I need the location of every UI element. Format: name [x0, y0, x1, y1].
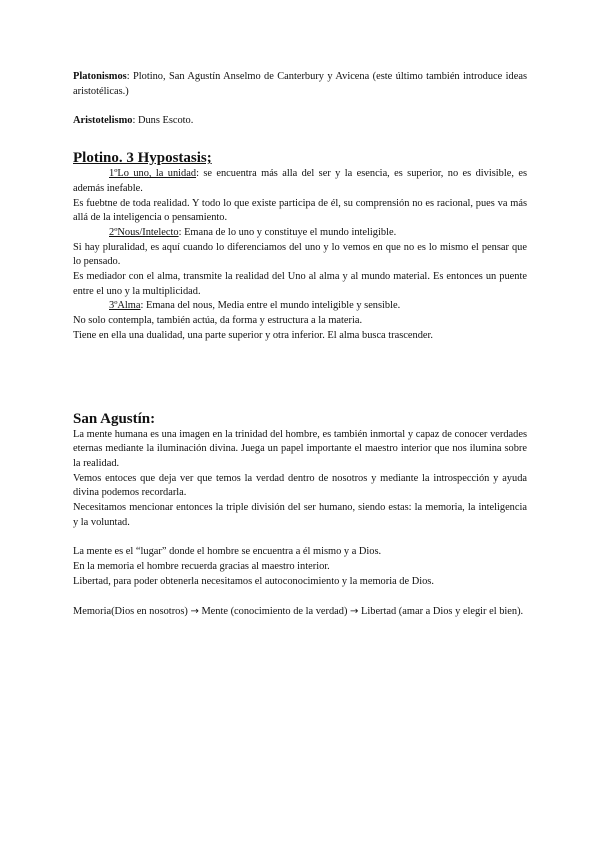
aristotelismo-paragraph: [73, 114, 527, 129]
arrow-right-icon: →: [350, 605, 359, 617]
platonismos-text: : Plotino, San Agustín Anselmo de Canterbury y Avicena (este último también introduce ideas aristotélicas.): [73, 71, 527, 97]
nous-paragraph-2: Si hay pluralidad, es aquí cuando lo diferenciamos del uno y lo vemos en que no es lo mismo el pensar que lo pensado.: [73, 241, 527, 268]
platonismos-label: Platonismos: [73, 71, 127, 82]
alma-paragraph-3: Tiene en ella una dualidad, una parte superior y otra inferior. El alma busca trascender.: [73, 329, 433, 341]
agustin-paragraph-4: La mente es el “lugar” donde el hombre se encuentra a él mismo y a Dios.: [73, 546, 382, 558]
nous-label: 2ºNous/Intelecto: [109, 226, 179, 238]
uno-text: : se encuentra más alla del ser y la esencia, es superior, no es divisible, es además inefable.: [73, 168, 527, 194]
plotino-heading: Plotino. 3 Hypostasis;: [73, 150, 212, 167]
arrow-right-icon: →: [190, 605, 199, 617]
agustin-paragraph-7: [73, 605, 527, 620]
uno-label: 1ºLo uno, la unidad: [109, 168, 197, 180]
agustin-paragraph-3: Necesitamos mencionar entonces la triple división del ser humano, siendo estas: la memoria, la inteligencia y la voluntad.: [73, 502, 527, 528]
agustin-paragraph-6: Libertad, para poder obtenerla necesitamos el autoconocimiento y la memoria de Dios.: [73, 575, 434, 587]
nous-paragraph-3: Es mediador con el alma, transmite la realidad del Uno al alma y al mundo material. Es entonces un puente entre el uno y la multiplicidad.: [73, 271, 527, 297]
libertad-text: Libertad (amar a Dios y elegir el bien).: [358, 605, 524, 617]
alma-paragraph-2: No solo contempla, también actúa, da forma y estructura a la materia.: [73, 315, 363, 327]
nous-paragraph: [73, 226, 527, 241]
mente-text: Mente (conocimiento de la verdad): [198, 605, 351, 617]
uno-paragraph-2: Es fuebtne de toda realidad. Y todo lo que existe participa de él, su comprensión no es racional, pues va más allá de la inteligencia o pensamiento.: [73, 197, 527, 224]
aristotelismo-label: Aristotelismo: [73, 115, 133, 127]
alma-label: 3ºAlma: [109, 300, 141, 312]
uno-paragraph: [73, 167, 527, 196]
alma-text: : Emana del nous, Media entre el mundo inteligible y sensible.: [140, 300, 401, 312]
memoria-text: Memoria(Dios en nosotros): [73, 605, 191, 617]
agustin-paragraph-2: Vemos entoces que deja ver que temos la verdad dentro de nosotros y mediante la introspección y ayuda divina podemos recordarla.: [73, 472, 527, 499]
aristotelismo-text: : Duns Escoto.: [132, 115, 194, 127]
agustin-paragraph-5: En la memoria el hombre recuerda gracias al maestro interior.: [73, 561, 330, 573]
nous-text: : Emana de lo uno y constituye el mundo inteligible.: [178, 226, 397, 238]
agustin-heading: San Agustín:: [73, 410, 156, 427]
document-body: [73, 70, 527, 619]
platonismos-paragraph: [73, 70, 527, 99]
alma-paragraph: [73, 299, 527, 314]
agustin-paragraph-1: La mente humana es una imagen en la trinidad del hombre, es también inmortal y capaz de conocer verdades eternas mediante la iluminación divina. Juega un papel importante el maestro interior que nos ilumina sobre la realidad.: [73, 428, 527, 469]
